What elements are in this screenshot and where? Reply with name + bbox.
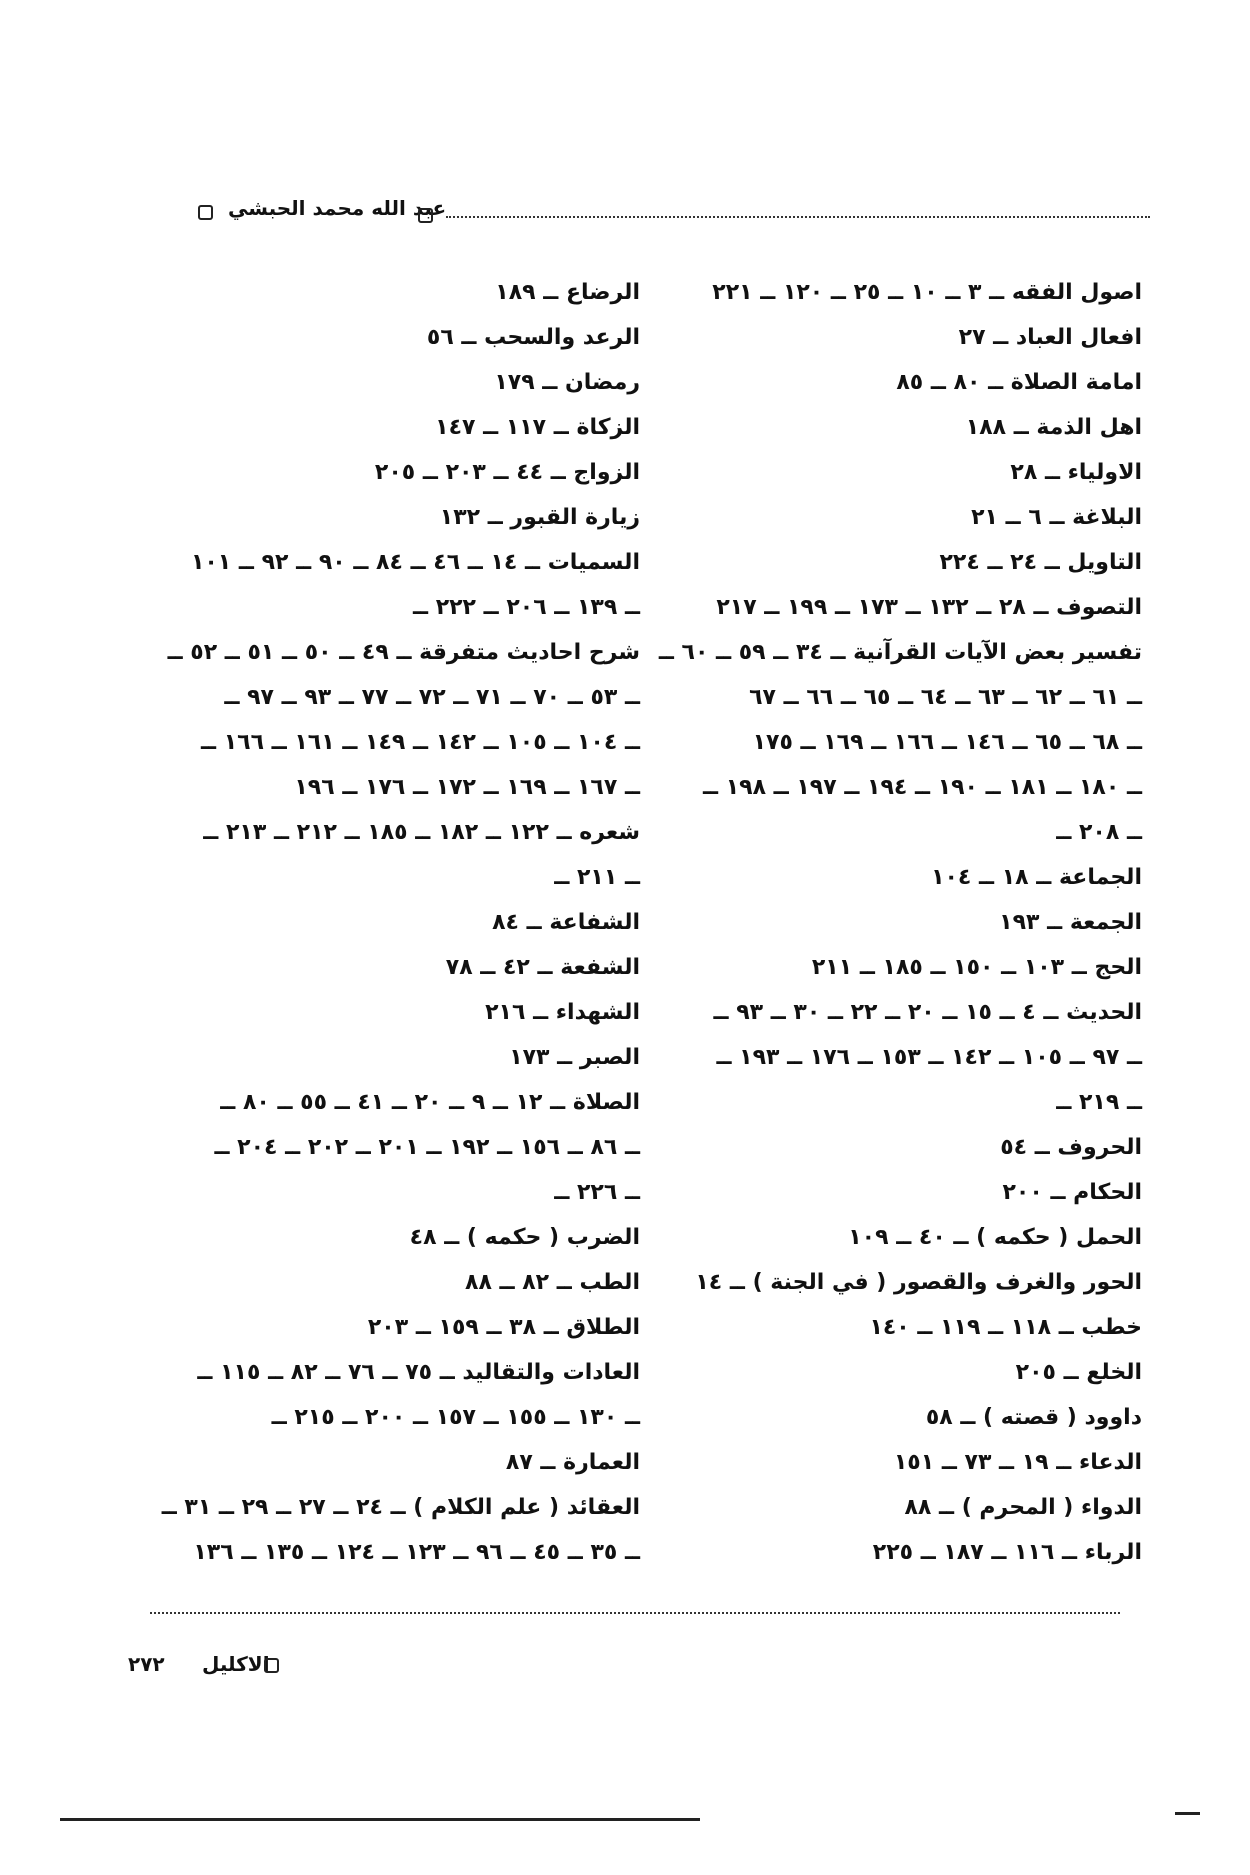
index-entry: الرباء ــ ١١٦ ــ ١٨٧ ــ ٢٢٥ [872, 1540, 1142, 1565]
index-entry: الرعد والسحب ــ ٥٦ [426, 325, 640, 350]
index-entry: العمارة ــ ٨٧ [505, 1450, 640, 1475]
index-entry: الخلع ــ ٢٠٥ [1015, 1360, 1142, 1385]
index-column-right [658, 270, 1142, 1575]
index-entry: الصلاة ــ ١٢ ــ ٩ ــ ٢٠ ــ ٤١ ــ ٥٥ ــ ٨٠ ــ [220, 1090, 640, 1115]
index-entry: الطلاق ــ ٣٨ ــ ١٥٩ ــ ٢٠٣ [367, 1315, 640, 1340]
index-entry: شرح احاديث متفرقة ــ ٤٩ ــ ٥٠ ــ ٥١ ــ ٥٢ ــ [167, 640, 640, 665]
scan-edge-rule [1175, 1812, 1200, 1815]
scan-edge-rule [60, 1818, 700, 1821]
index-entry: الحكام ــ ٢٠٠ [1002, 1180, 1142, 1205]
index-entry: ــ ١٣٠ ــ ١٥٥ ــ ١٥٧ ــ ٢٠٠ ــ ٢١٥ ــ [271, 1405, 640, 1430]
index-entry: زيارة القبور ــ ١٣٢ [439, 505, 640, 530]
index-entry: السميات ــ ١٤ ــ ٤٦ ــ ٨٤ ــ ٩٠ ــ ٩٢ ــ ١٠١ [190, 550, 640, 575]
index-entry: ــ ١٦٧ ــ ١٦٩ ــ ١٧٢ ــ ١٧٦ ــ ١٩٦ [294, 775, 640, 800]
index-entry: ــ ٨٦ ــ ١٥٦ ــ ١٩٢ ــ ٢٠١ ــ ٢٠٢ ــ ٢٠٤ ــ [214, 1135, 640, 1160]
index-entry: ــ ٩٧ ــ ١٠٥ ــ ١٤٢ ــ ١٥٣ ــ ١٧٦ ــ ١٩٣ ــ [716, 1045, 1142, 1070]
index-entry: ــ ٢١٩ ــ [1056, 1090, 1142, 1115]
index-entry: الحديث ــ ٤ ــ ١٥ ــ ٢٠ ــ ٢٢ ــ ٣٠ ــ ٩٣ ــ [713, 1000, 1142, 1025]
index-entry: الشفاعة ــ ٨٤ [492, 910, 640, 935]
index-entry: الجمعة ــ ١٩٣ [999, 910, 1142, 935]
index-entry: التصوف ــ ٢٨ ــ ١٣٢ ــ ١٧٣ ــ ١٩٩ ــ ٢١٧ [716, 595, 1142, 620]
index-entry: تفسير بعض الآيات القرآنية ــ ٣٤ ــ ٥٩ ــ ٦٠ ــ [658, 640, 1142, 665]
index-entry: اصول الفقه ــ ٣ ــ ١٠ ــ ٢٥ ــ ١٢٠ ــ ٢٢١ [712, 280, 1142, 305]
index-entry: التاويل ــ ٢٤ ــ ٢٢٤ [939, 550, 1142, 575]
header-dotted-rule [446, 216, 1150, 218]
index-entry: العادات والتقاليد ــ ٧٥ ــ ٧٦ ــ ٨٢ ــ ١١٥ ــ [197, 1360, 640, 1385]
index-entry: ــ ٢٠٨ ــ [1056, 820, 1142, 845]
index-entry: شعره ــ ١٢٢ ــ ١٨٢ ــ ١٨٥ ــ ٢١٢ ــ ٢١٣ ــ [203, 820, 640, 845]
index-entry: ــ ١٨٠ ــ ١٨١ ــ ١٩٠ ــ ١٩٤ ــ ١٩٧ ــ ١٩٨ ــ [703, 775, 1142, 800]
index-entry: خطب ــ ١١٨ ــ ١١٩ ــ ١٤٠ [869, 1315, 1142, 1340]
index-entry: الضرب ( حكمه ) ــ ٤٨ [409, 1225, 640, 1250]
index-entry: ــ ١٣٩ ــ ٢٠٦ ــ ٢٢٢ ــ [412, 595, 640, 620]
index-entry: الحج ــ ١٠٣ ــ ١٥٠ ــ ١٨٥ ــ ٢١١ [811, 955, 1142, 980]
index-entry: الزكاة ــ ١١٧ ــ ١٤٧ [435, 415, 640, 440]
index-entry: الصبر ــ ١٧٣ [509, 1045, 640, 1070]
index-entry: البلاغة ــ ٦ ــ ٢١ [971, 505, 1142, 530]
index-entry: افعال العباد ــ ٢٧ [958, 325, 1142, 350]
index-entry: الشهداء ــ ٢١٦ [485, 1000, 640, 1025]
square-bullet-icon [418, 208, 433, 223]
index-entry: الرضاع ــ ١٨٩ [495, 280, 640, 305]
index-entry: اهل الذمة ــ ١٨٨ [965, 415, 1142, 440]
index-entry: الدعاء ــ ١٩ ــ ٧٣ ــ ١٥١ [893, 1450, 1142, 1475]
footer-dotted-rule [150, 1612, 1120, 1614]
index-entry: ــ ٣٥ ــ ٤٥ ــ ٩٦ ــ ١٢٣ ــ ١٢٤ ــ ١٣٥ ــ ١٣٦ [193, 1540, 640, 1565]
index-entry: امامة الصلاة ــ ٨٠ ــ ٨٥ [896, 370, 1142, 395]
index-entry: الحور والغرف والقصور ( في الجنة ) ــ ١٤ [695, 1270, 1142, 1295]
index-entry: الدواء ( المحرم ) ــ ٨٨ [904, 1495, 1142, 1520]
index-entry: داوود ( قصته ) ــ ٥٨ [925, 1405, 1142, 1430]
index-entry: ــ ٢٢٦ ــ [554, 1180, 640, 1205]
index-entry: الزواج ــ ٤٤ ــ ٢٠٣ ــ ٢٠٥ [374, 460, 640, 485]
square-bullet-icon [264, 1658, 279, 1673]
index-entry: ــ ٦١ ــ ٦٢ ــ ٦٣ ــ ٦٤ ــ ٦٥ ــ ٦٦ ــ ٦٧ [749, 685, 1142, 710]
page-number: ٢٧٢ [128, 1652, 165, 1676]
index-entry: ــ ٥٣ ــ ٧٠ ــ ٧١ ــ ٧٢ ــ ٧٧ ــ ٩٣ ــ ٩٧ ــ [224, 685, 640, 710]
index-entry: العقائد ( علم الكلام ) ــ ٢٤ ــ ٢٧ ــ ٢٩ ــ ٣١ ــ [161, 1495, 640, 1520]
index-entry: الحمل ( حكمه ) ــ ٤٠ ــ ١٠٩ [848, 1225, 1142, 1250]
index-entry: ــ ١٠٤ ــ ١٠٥ ــ ١٤٢ ــ ١٤٩ ــ ١٦١ ــ ١٦٦ ــ [201, 730, 640, 755]
square-bullet-icon [198, 205, 213, 220]
index-entry: ــ ٢١١ ــ [554, 865, 640, 890]
header-author: عبد الله محمد الحبشي [228, 196, 447, 220]
index-entry: الاولياء ــ ٢٨ [1010, 460, 1142, 485]
index-entry: الحروف ــ ٥٤ [1000, 1135, 1142, 1160]
running-header [198, 196, 1150, 230]
index-entry: ــ ٦٨ ــ ٦٥ ــ ١٤٦ ــ ١٦٦ ــ ١٦٩ ــ ١٧٥ [752, 730, 1142, 755]
index-entry: الطب ــ ٨٢ ــ ٨٨ [465, 1270, 640, 1295]
index-entry: الجماعة ــ ١٨ ــ ١٠٤ [931, 865, 1142, 890]
index-column-left [161, 270, 640, 1575]
footer-title: الاكليل [202, 1652, 270, 1676]
index-entry: رمضان ــ ١٧٩ [494, 370, 640, 395]
index-entry: الشفعة ــ ٤٢ ــ ٧٨ [445, 955, 640, 980]
